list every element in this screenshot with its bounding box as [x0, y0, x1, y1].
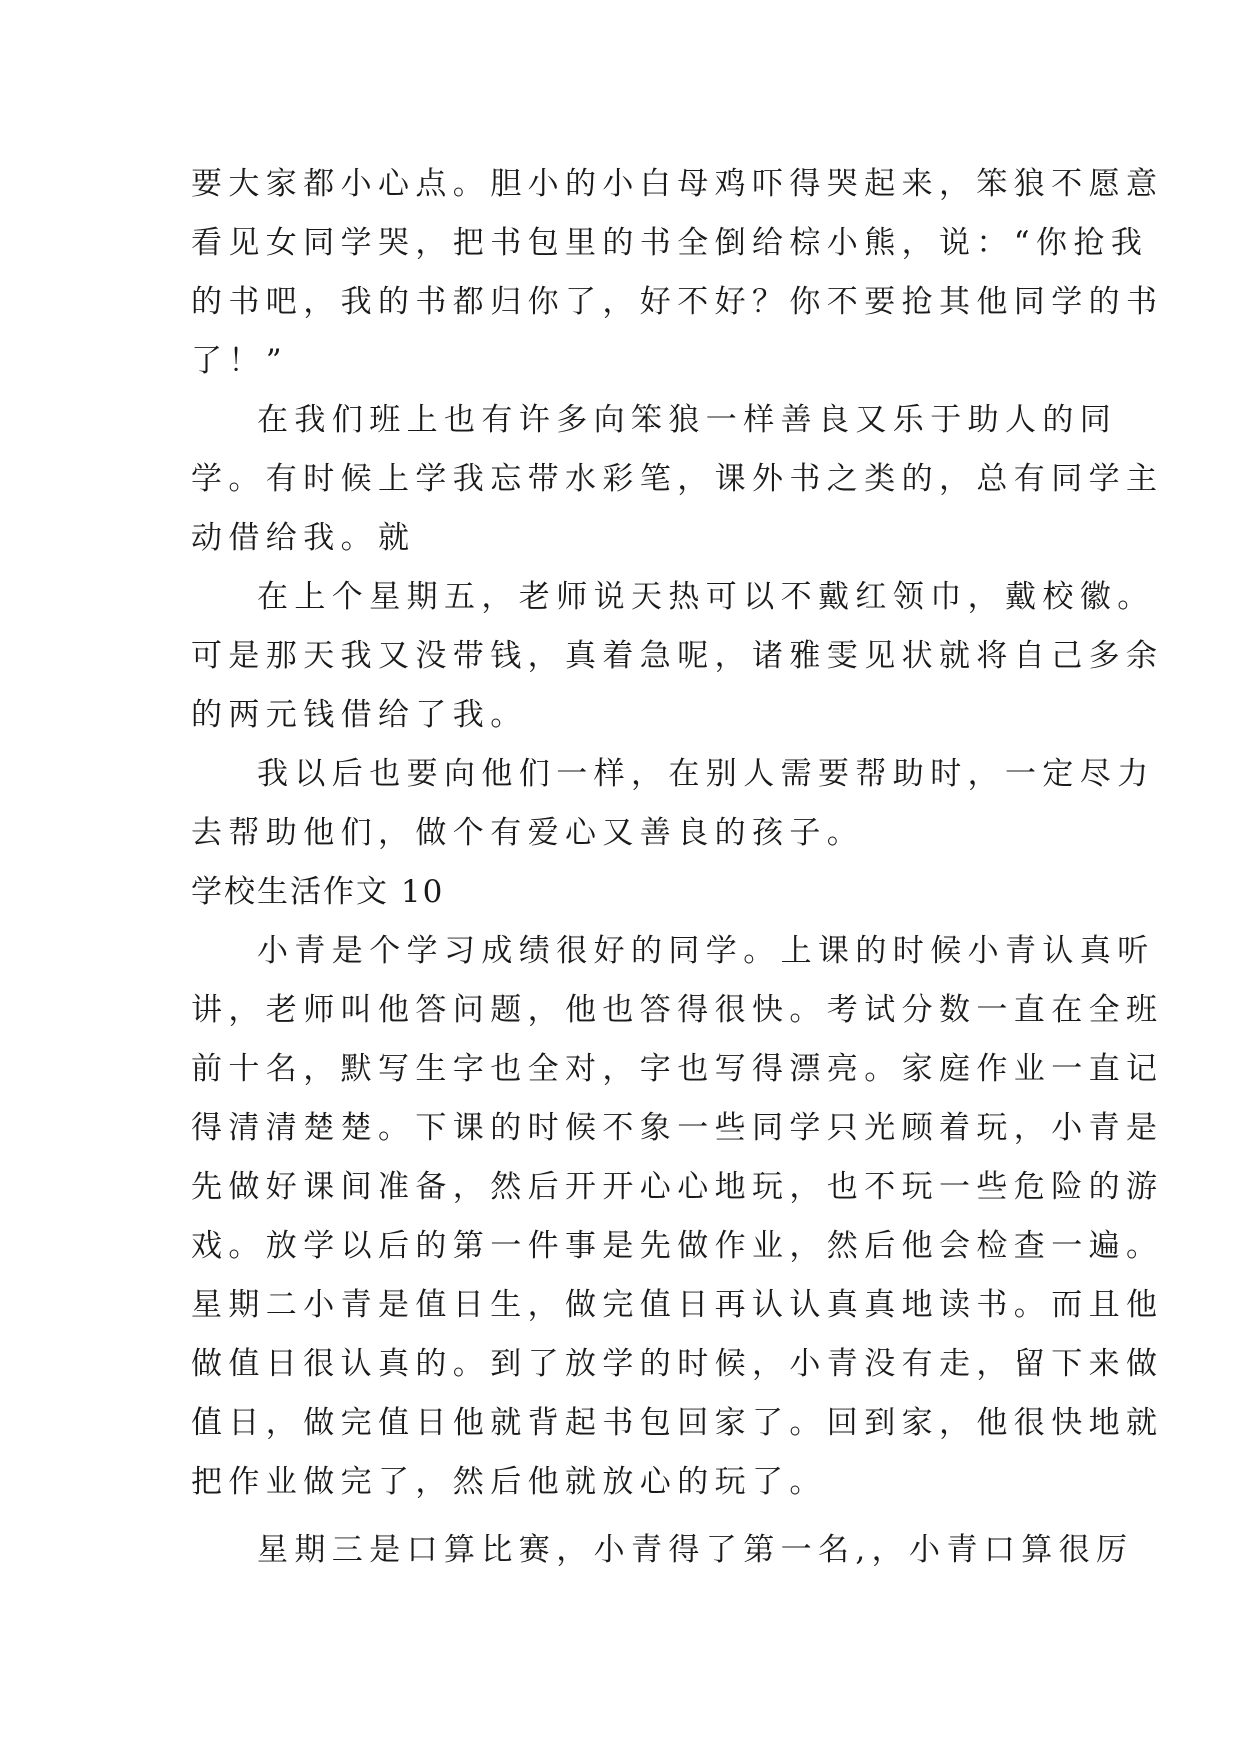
text-line: 先做好课间准备，然后开开心心地玩，也不玩一些危险的游 — [191, 1169, 1164, 1205]
text-line: 的两元钱借给了我。 — [191, 697, 528, 733]
text-line: 动借给我。就 — [191, 520, 416, 556]
text-line: 讲，老师叫他答问题，他也答得很快。考试分数一直在全班 — [191, 992, 1164, 1028]
text-line: 做值日很认真的。到了放学的时候，小青没有走，留下来做 — [191, 1346, 1164, 1382]
text-line: 的书吧，我的书都归你了，好不好？你不要抢其他同学的书 — [191, 284, 1164, 320]
paragraph-first-line: 小青是个学习成绩很好的同学。上课的时候小青认真听 — [257, 933, 1155, 969]
text-line: 看见女同学哭，把书包里的书全倒给棕小熊，说：“你抢我 — [191, 225, 1149, 261]
text-line: 前十名，默写生字也全对，字也写得漂亮。家庭作业一直记 — [191, 1051, 1164, 1087]
text-line: 值日，做完值日他就背起书包回家了。回到家，他很快地就 — [191, 1405, 1164, 1441]
text-line: 学。有时候上学我忘带水彩笔，课外书之类的，总有同学主 — [191, 461, 1164, 497]
paragraph-first-line: 在上个星期五，老师说天热可以不戴红领巾，戴校徽。 — [257, 579, 1155, 615]
paragraph-first-line: 星期三是口算比赛，小青得了第一名,，小青口算很厉 — [257, 1532, 1134, 1568]
text-line: 去帮助他们，做个有爱心又善良的孩子。 — [191, 815, 865, 851]
text-line: 得清清楚楚。下课的时候不象一些同学只光顾着玩，小青是 — [191, 1110, 1164, 1146]
text-line: 把作业做完了，然后他就放心的玩了。 — [191, 1464, 827, 1500]
text-line: 可是那天我又没带钱，真着急呢，诸雅雯见状就将自己多余 — [191, 638, 1164, 674]
paragraph-first-line: 我以后也要向他们一样，在别人需要帮助时，一定尽力 — [257, 756, 1155, 792]
text-line: 戏。放学以后的第一件事是先做作业，然后他会检查一遍。 — [191, 1228, 1164, 1264]
text-line: 了！” — [191, 343, 289, 379]
text-line: 要大家都小心点。胆小的小白母鸡吓得哭起来，笨狼不愿意 — [191, 166, 1164, 202]
section-heading: 学校生活作文 10 — [191, 874, 445, 910]
text-line: 星期二小青是值日生，做完值日再认认真真地读书。而且他 — [191, 1287, 1164, 1323]
paragraph-first-line: 在我们班上也有许多向笨狼一样善良又乐于助人的同 — [257, 402, 1118, 438]
